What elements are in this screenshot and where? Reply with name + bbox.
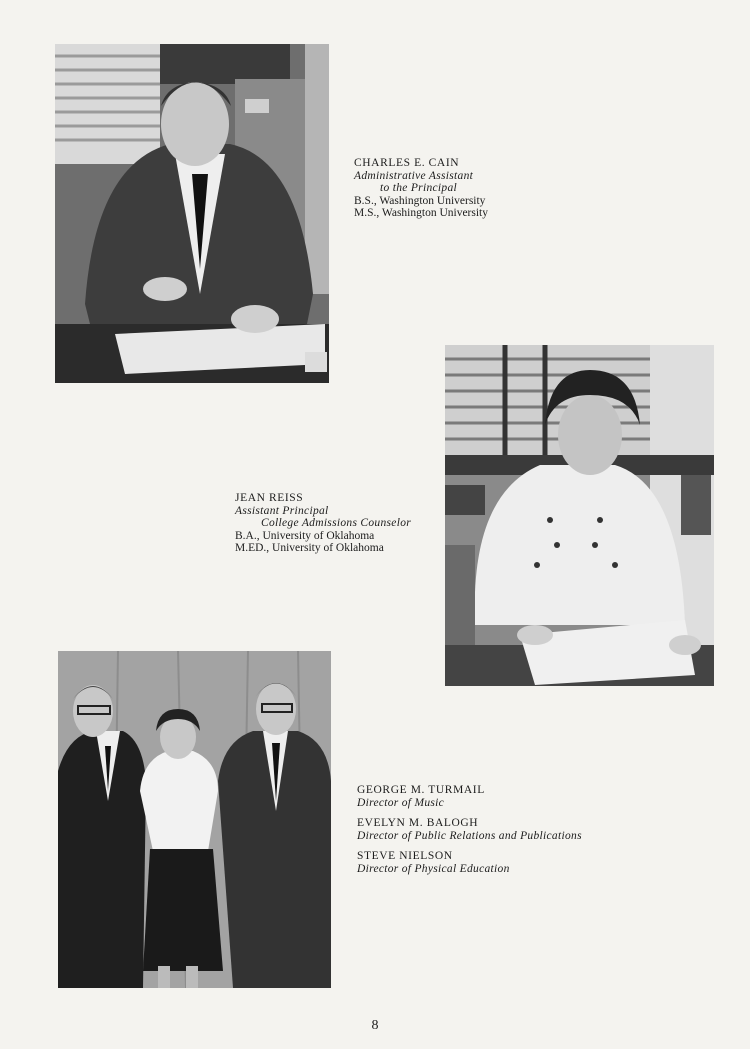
staff-degree: B.S., Washington University [354, 194, 486, 207]
staff-name: JEAN REISS [235, 492, 304, 504]
caption-group [357, 784, 607, 883]
staff-title: Director of Public Relations and Publications [357, 829, 582, 842]
page-number: 8 [371, 1018, 379, 1033]
photo-charles-cain [55, 44, 329, 383]
staff-name: CHARLES E. CAIN [354, 157, 460, 169]
group-entry-balogh [357, 817, 607, 842]
staff-title-line2: to the Principal [380, 182, 457, 194]
staff-title-line1: Administrative Assistant [354, 169, 474, 182]
staff-title: Director of Music [357, 796, 445, 809]
photo-jean-reiss [445, 345, 714, 686]
staff-title-line1: Assistant Principal [235, 504, 329, 517]
staff-name: STEVE NIELSON [357, 850, 453, 862]
group-entry-turmail [357, 784, 607, 809]
staff-degree: M.S., Washington University [354, 207, 488, 219]
staff-name: GEORGE M. TURMAIL [357, 784, 485, 796]
staff-degree: M.ED., University of Oklahoma [235, 542, 384, 554]
staff-name: EVELYN M. BALOGH [357, 817, 479, 829]
photo-group [58, 651, 331, 988]
staff-degree: B.A., University of Oklahoma [235, 529, 375, 542]
staff-title: Director of Physical Education [357, 862, 510, 875]
caption-charles-cain [354, 157, 488, 220]
group-entry-nielson [357, 850, 607, 875]
staff-title-line2: College Admissions Counselor [261, 517, 412, 529]
caption-jean-reiss [235, 492, 411, 555]
